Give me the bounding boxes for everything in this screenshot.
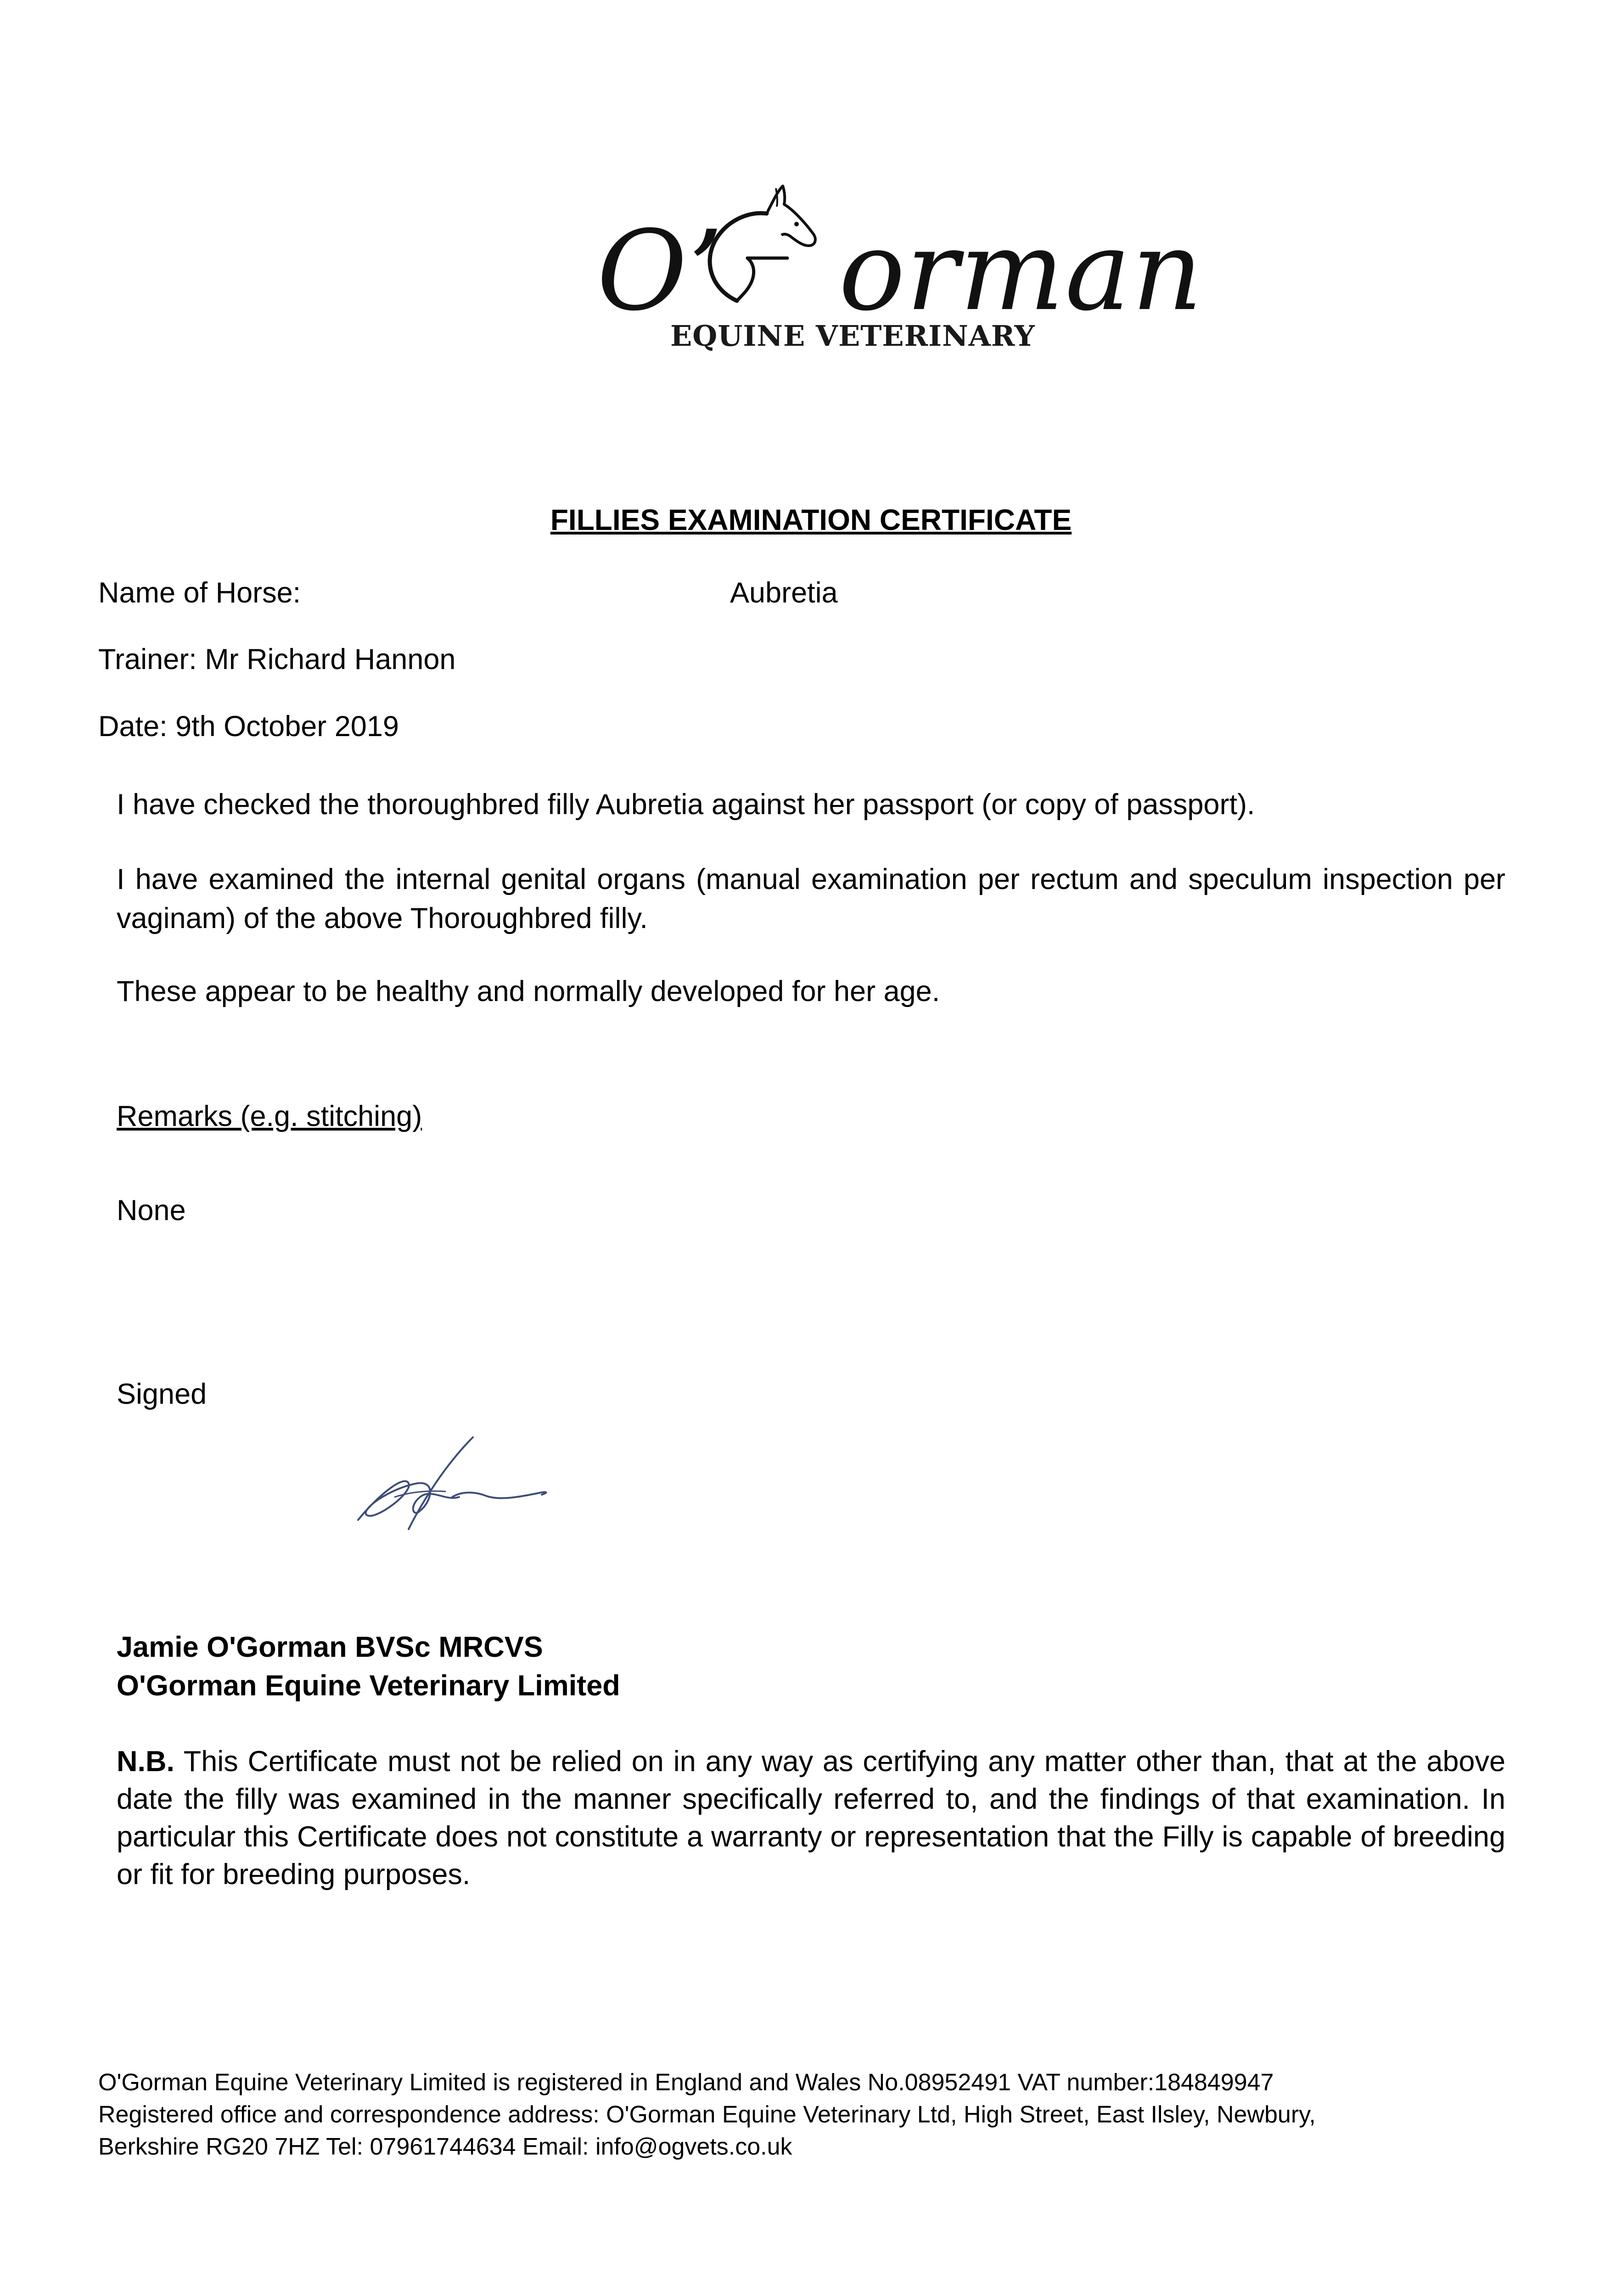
certificate-title: FILLIES EXAMINATION CERTIFICATE <box>550 503 1072 536</box>
footer-address: Registered office and correspondence address: O'Gorman Equine Veterinary Ltd, High Street, East Ilsley, Newbury, <box>98 2101 1316 2128</box>
signatory-block <box>117 1628 620 1705</box>
company-logo <box>588 179 1204 372</box>
remarks-heading: Remarks (e.g. stitching) <box>117 1100 422 1132</box>
remarks-value: None <box>117 1194 186 1227</box>
signed-label: Signed <box>117 1378 207 1410</box>
logo-subtitle: EQUINE VETERINARY <box>670 319 1035 353</box>
signatory-name: Jamie O'Gorman BVSc MRCVS <box>117 1631 543 1663</box>
passport-check-paragraph: I have checked the thoroughbred filly Aubretia against her passport (or copy of passport). <box>117 788 1255 821</box>
horse-name-label: Name of Horse: <box>98 577 301 609</box>
note-text: This Certificate must not be relied on in any way as certifying any matter other than, that at the above date the filly was examined in the manner specifically referred to, and the findings of that examination. In particular this Certificate does not constitute a warranty or representation that the Filly is capable of breeding or fit for breeding purposes. <box>117 1745 1505 1891</box>
logo-wordmark: O’ orman <box>597 207 1204 335</box>
signatory-company: O'Gorman Equine Veterinary Limited <box>117 1670 620 1702</box>
handwritten-signature <box>340 1428 556 1543</box>
footer-contact: Berkshire RG20 7HZ Tel: 07961744634 Email: info@ogvets.co.uk <box>98 2133 792 2160</box>
note-label: N.B. <box>117 1745 174 1778</box>
disclaimer-note <box>117 1743 1505 1893</box>
footer <box>98 2066 1521 2163</box>
footer-registration: O'Gorman Equine Veterinary Limited is registered in England and Wales No.08952491 VAT number:184849947 <box>98 2069 1274 2096</box>
examination-paragraph: I have examined the internal genital organs (manual examination per rectum and speculum inspection per vaginam) of the above Thoroughbred filly. <box>117 863 1505 934</box>
horse-name-value: Aubretia <box>730 577 838 609</box>
trainer-field: Trainer: Mr Richard Hannon <box>98 643 456 675</box>
date-field: Date: 9th October 2019 <box>98 710 399 743</box>
findings-paragraph: These appear to be healthy and normally developed for her age. <box>117 975 940 1007</box>
